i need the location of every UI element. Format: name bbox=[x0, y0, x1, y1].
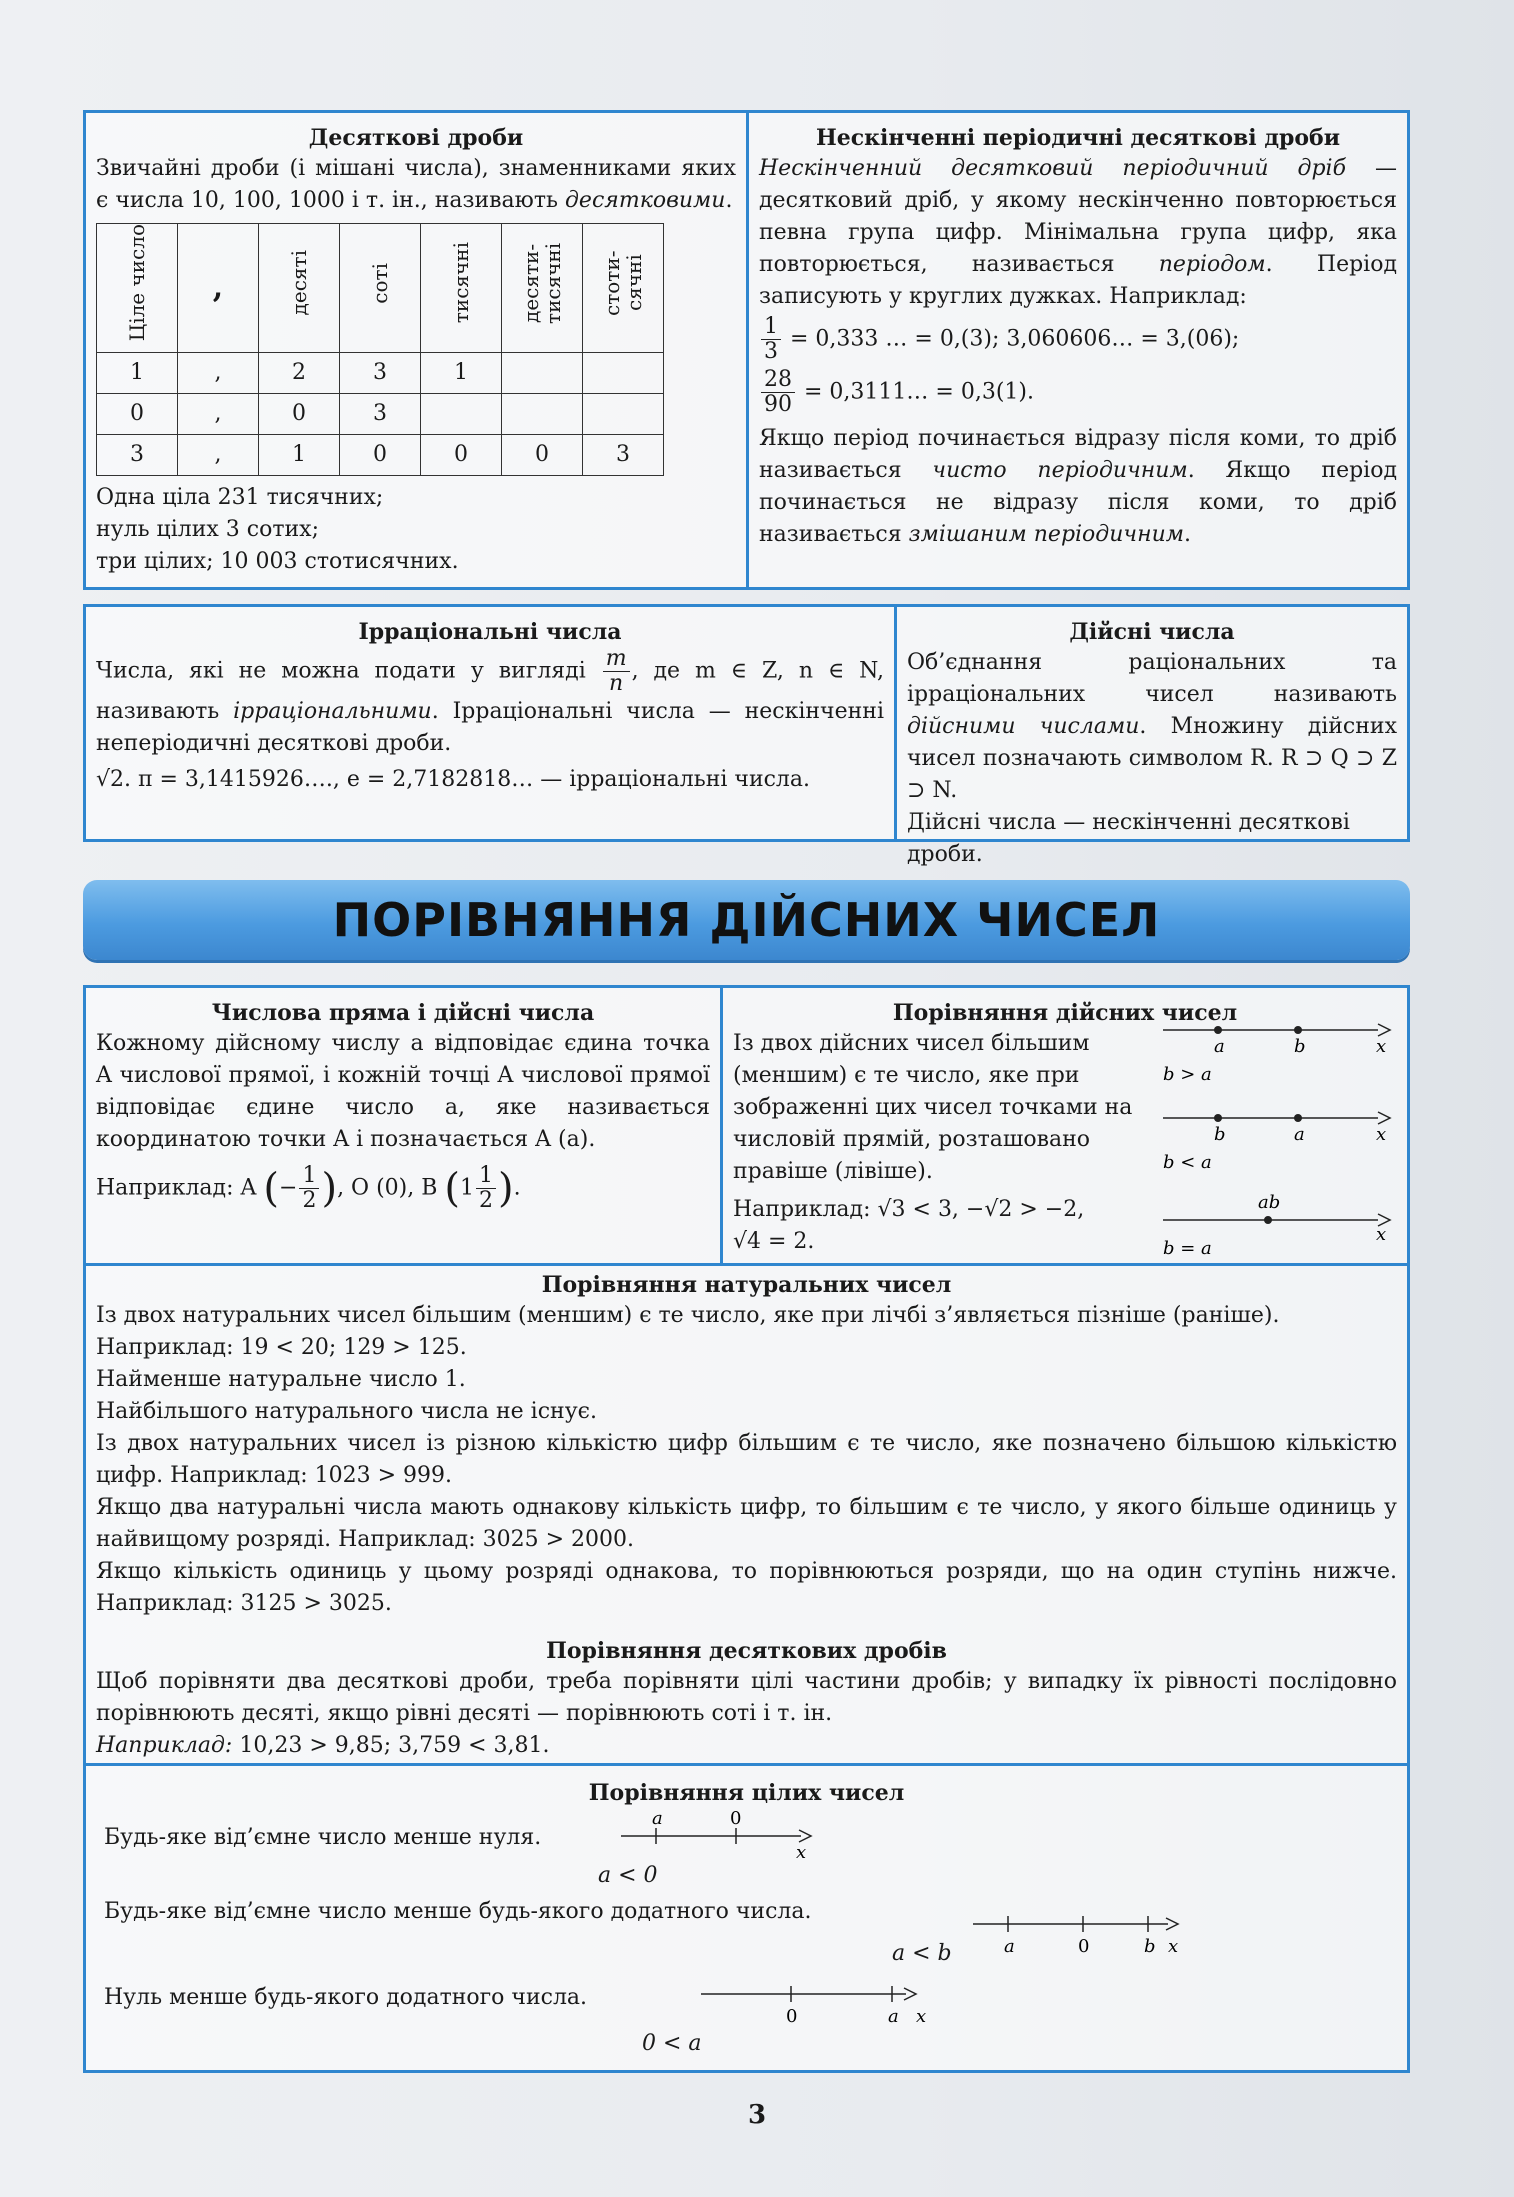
natural-line-1: Із двох натуральних чисел більшим (меншим) є те число, яке при лічбі з’являється пізніше (раніше). bbox=[96, 1303, 1280, 1328]
header-tenths: десяті bbox=[287, 250, 311, 316]
periodic-example-2: $\frac{28}{90}$ = 0,3111… = 0,3(1). bbox=[759, 368, 1397, 417]
compare-real-example-1: Наприклад: √3 < 3, −√2 > −2, bbox=[733, 1197, 1085, 1222]
table-row: 0 , 0 3 bbox=[97, 394, 664, 435]
integers-rule-2: Будь-яке від’ємне число менше будь-якого додатного числа. bbox=[104, 1899, 812, 1924]
natural-line-2: Наприклад: 19 < 20; 129 > 125. bbox=[96, 1335, 467, 1360]
irrational-definition: Числа, які не можна подати у вигляді $\frac{m}{n}$ , де m ∈ Z, n ∈ N, називають ірраціональними. Ірраціональні числа — нескінченні неперіодичні десяткові дроби. bbox=[96, 646, 884, 756]
svg-text:a: a bbox=[888, 2006, 899, 2027]
real-definition: Об’єднання раціональних та ірраціональних чисел називають дійсними числами. Множину дійсних чисел позначають символом R. R ⊃ Q ⊃ Z ⊃ N. bbox=[907, 650, 1397, 803]
integers-caption-2: a < b bbox=[892, 1941, 952, 1966]
numline-example: Наприклад: A (− $\frac{1}{2}$ ), O (0), B (1 $\frac{1}{2}$ ). bbox=[96, 1163, 521, 1213]
header-hundredths: соті bbox=[368, 262, 392, 304]
svg-text:b: b bbox=[1294, 1036, 1306, 1057]
decimal-reading-1: Одна ціла 231 тисячних; bbox=[96, 485, 384, 510]
integers-line-2 bbox=[968, 1894, 1188, 1964]
integers-cell bbox=[86, 1766, 1407, 2070]
natural-line-7: Якщо кількість одиниць у цьому розряді однакова, то порівнюються розряди, що на один ступінь нижче. Наприклад: 3125 > 3025. bbox=[96, 1559, 1397, 1616]
decimal-definition: Звичайні дроби (і мішані числа), знаменниками яких є числа 10, 100, 1000 і т. ін., називають десятковими. bbox=[96, 156, 736, 213]
svg-text:x: x bbox=[1376, 1224, 1387, 1245]
svg-text:0: 0 bbox=[1078, 1936, 1090, 1957]
real-title: Дійсні числа bbox=[1069, 619, 1235, 645]
natural-cell bbox=[86, 1266, 1407, 1634]
real-note: Дійсні числа — нескінченні десяткові дроби. bbox=[907, 810, 1350, 867]
periodic-fractions-cell bbox=[749, 113, 1407, 587]
natural-line-3: Найменше натуральне число 1. bbox=[96, 1367, 466, 1392]
periodic-title: Нескінченні періодичні десяткові дроби bbox=[815, 125, 1341, 151]
numline-title: Числова пряма і дійсні числа bbox=[211, 1000, 595, 1026]
caption-b-eq-a: b = a bbox=[1163, 1238, 1212, 1258]
header-comma: , bbox=[178, 224, 259, 353]
natural-title: Порівняння натуральних чисел bbox=[541, 1272, 952, 1298]
decimal-compare-example: Наприклад: 10,23 > 9,85; 3,759 < 3,81. bbox=[96, 1733, 550, 1758]
header-whole: Ціле число bbox=[125, 224, 149, 342]
decimal-fractions-cell bbox=[86, 113, 746, 587]
integers-line-3 bbox=[696, 1974, 926, 2034]
svg-text:a: a bbox=[1004, 1936, 1015, 1957]
svg-text:a: a bbox=[1214, 1036, 1225, 1057]
compare-real-example-2: √4 = 2. bbox=[733, 1229, 815, 1254]
svg-text:a: a bbox=[652, 1808, 663, 1829]
integers-caption-3: 0 < a bbox=[642, 2031, 702, 2056]
decimal-reading-3: три цілих; 10 003 стотисячних. bbox=[96, 549, 459, 574]
compare-real-title: Порівняння дійсних чисел bbox=[892, 1000, 1238, 1026]
header-hundred-thousandths: стоти-сячні bbox=[600, 250, 646, 316]
numline-cell bbox=[86, 988, 720, 1263]
place-value-table bbox=[96, 223, 664, 476]
caption-b-lt-a: b < a bbox=[1163, 1152, 1212, 1173]
banner-title: ПОРІВНЯННЯ ДІЙСНИХ ЧИСЕЛ bbox=[332, 893, 1161, 947]
table-row: 1 , 2 3 1 bbox=[97, 353, 664, 394]
svg-text:x: x bbox=[1376, 1036, 1387, 1057]
svg-text:0: 0 bbox=[786, 2006, 798, 2027]
table-row: 3 , 1 0 0 0 3 bbox=[97, 435, 664, 476]
svg-text:a: a bbox=[1294, 1124, 1305, 1145]
svg-text:x: x bbox=[796, 1842, 807, 1863]
numline-definition: Кожному дійсному числу a відповідає єдина точка A числової прямої, і кожній точці A числової прямої відповідає єдине число a, яке називається координатою точки A і позначається A (a). bbox=[96, 1031, 710, 1152]
number-line-b-gt-a bbox=[1163, 1024, 1390, 1057]
natural-line-5: Із двох натуральних чисел із різною кількістю цифр більшим є те число, яке позначено більшою кількістю цифр. Наприклад: 1023 > 999. bbox=[96, 1431, 1397, 1488]
decimal-compare-cell bbox=[86, 1632, 1407, 1762]
natural-line-6: Якщо два натуральні числа мають однакову кількість цифр, то більшим є те число, у якого більше одиниць у найвищому розряді. Наприклад: 3025 > 2000. bbox=[96, 1495, 1397, 1552]
svg-text:x: x bbox=[916, 2006, 926, 2027]
caption-b-gt-a: b > a bbox=[1163, 1064, 1212, 1085]
compare-number-lines bbox=[1158, 1018, 1398, 1258]
irrational-title: Ірраціональні числа bbox=[358, 619, 622, 645]
integers-caption-1: a < 0 bbox=[598, 1863, 658, 1888]
periodic-types: Якщо період починається відразу після коми, то дріб називається чисто періодичним. Якщо період починається не відразу після коми, то дріб називається змішаним періодичним. bbox=[759, 426, 1397, 547]
irrational-cell bbox=[86, 607, 894, 839]
section-banner bbox=[83, 880, 1410, 960]
periodic-example-1: $\frac{1}{3}$ = 0,333 … = 0,(3); 3,060606… = 3,(06); bbox=[759, 315, 1397, 364]
decimal-title: Десяткові дроби bbox=[308, 125, 524, 151]
svg-text:b: b bbox=[1214, 1124, 1226, 1145]
svg-text:ab: ab bbox=[1258, 1192, 1281, 1213]
integers-title: Порівняння цілих чисел bbox=[588, 1780, 905, 1806]
decimal-compare-title: Порівняння десяткових дробів bbox=[546, 1638, 947, 1664]
header-thousandths: тисячні bbox=[449, 242, 473, 324]
svg-text:x: x bbox=[1376, 1124, 1387, 1145]
number-line-b-lt-a bbox=[1163, 1112, 1390, 1145]
compare-real-text: Із двох дійсних чисел більшим (меншим) є те число, яке при зображенні цих чисел точками на числовій прямій, розташовано правіше (лівіше). bbox=[733, 1031, 1133, 1184]
decimal-reading-2: нуль цілих 3 сотих; bbox=[96, 517, 319, 542]
irrational-examples: √2. π = 3,1415926…., e = 2,7182818… — ірраціональні числа. bbox=[96, 767, 811, 792]
compare-real-cell bbox=[723, 988, 1407, 1263]
page-number: 3 bbox=[747, 2100, 767, 2130]
real-cell bbox=[897, 607, 1407, 867]
decimal-compare-rule: Щоб порівняти два десяткові дроби, треба порівняти цілі частини дробів; у випадку їх рівності послідовно порівнюють десяті, якщо рівні десяті — порівнюють соті і т. ін. bbox=[96, 1669, 1397, 1726]
svg-text:0: 0 bbox=[730, 1808, 742, 1829]
natural-line-4: Найбільшого натурального числа не існує. bbox=[96, 1399, 597, 1424]
periodic-definition: Нескінченний десятковий періодичний дріб — десятковий дріб, у якому нескінченно повторюється певна група цифр. Мінімальна група цифр, яка повторюється, називається періодом. Період записують у круглих дужках. Наприклад: bbox=[759, 156, 1398, 309]
svg-text:b: b bbox=[1144, 1936, 1156, 1957]
integers-rule-3: Нуль менше будь-якого додатного числа. bbox=[104, 1985, 588, 2010]
svg-text:x: x bbox=[1168, 1936, 1179, 1957]
integers-rule-1: Будь-яке від’ємне число менше нуля. bbox=[104, 1825, 542, 1850]
header-ten-thousandths: десяти-тисячні bbox=[519, 242, 565, 324]
